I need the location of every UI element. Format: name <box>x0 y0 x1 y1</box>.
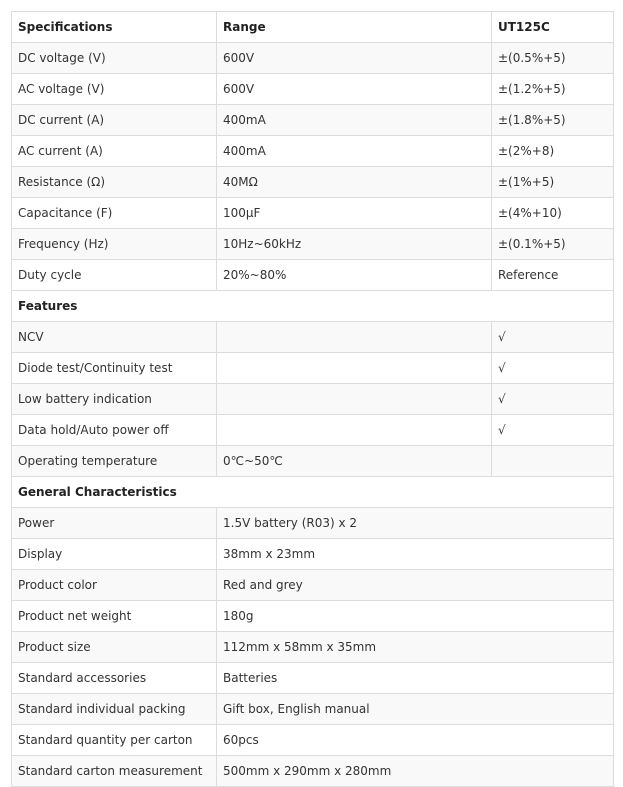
table-row <box>12 167 614 198</box>
characteristic-value: 112mm x 58mm x 35mm <box>217 632 614 663</box>
characteristic-value: 500mm x 290mm x 280mm <box>217 756 614 787</box>
characteristic-name: Standard carton measurement <box>12 756 217 787</box>
section-title-features: Features <box>12 291 614 322</box>
feature-name: Low battery indication <box>12 384 217 415</box>
table-row <box>12 539 614 570</box>
feature-name: Operating temperature <box>12 446 217 477</box>
header-range: Range <box>217 12 492 43</box>
spec-range: 10Hz~60kHz <box>217 229 492 260</box>
spec-range: 600V <box>217 74 492 105</box>
table-row <box>12 74 614 105</box>
spec-accuracy: ±(1%+5) <box>492 167 614 198</box>
spec-accuracy: Reference <box>492 260 614 291</box>
section-title-general: General Characteristics <box>12 477 614 508</box>
table-row <box>12 322 614 353</box>
characteristic-name: Product size <box>12 632 217 663</box>
feature-range <box>217 415 492 446</box>
table-row <box>12 570 614 601</box>
spec-name: Duty cycle <box>12 260 217 291</box>
spec-range: 40MΩ <box>217 167 492 198</box>
spec-range: 600V <box>217 43 492 74</box>
spec-accuracy: ±(0.5%+5) <box>492 43 614 74</box>
feature-support: √ <box>492 322 614 353</box>
spec-range: 20%~80% <box>217 260 492 291</box>
feature-support <box>492 446 614 477</box>
characteristic-value: Batteries <box>217 663 614 694</box>
spec-name: AC current (A) <box>12 136 217 167</box>
feature-name: Data hold/Auto power off <box>12 415 217 446</box>
table-row <box>12 229 614 260</box>
spec-accuracy: ±(0.1%+5) <box>492 229 614 260</box>
table-row <box>12 353 614 384</box>
feature-support: √ <box>492 384 614 415</box>
spec-name: Capacitance (F) <box>12 198 217 229</box>
section-header-row <box>12 477 614 508</box>
feature-range <box>217 322 492 353</box>
table-row <box>12 415 614 446</box>
characteristic-name: Power <box>12 508 217 539</box>
characteristic-name: Product net weight <box>12 601 217 632</box>
table-row <box>12 663 614 694</box>
characteristic-value: 180g <box>217 601 614 632</box>
spec-range: 100μF <box>217 198 492 229</box>
spec-range: 400mA <box>217 105 492 136</box>
section-header-row <box>12 291 614 322</box>
feature-range <box>217 353 492 384</box>
spec-range: 400mA <box>217 136 492 167</box>
feature-range: 0℃~50℃ <box>217 446 492 477</box>
characteristic-value: 60pcs <box>217 725 614 756</box>
characteristic-value: 1.5V battery (R03) x 2 <box>217 508 614 539</box>
table-row <box>12 601 614 632</box>
feature-name: Diode test/Continuity test <box>12 353 217 384</box>
spec-name: AC voltage (V) <box>12 74 217 105</box>
characteristic-value: Red and grey <box>217 570 614 601</box>
spec-accuracy: ±(4%+10) <box>492 198 614 229</box>
table-row <box>12 260 614 291</box>
spec-name: Frequency (Hz) <box>12 229 217 260</box>
feature-support: √ <box>492 353 614 384</box>
table-row <box>12 725 614 756</box>
characteristic-value: Gift box, English manual <box>217 694 614 725</box>
feature-support: √ <box>492 415 614 446</box>
characteristic-name: Standard accessories <box>12 663 217 694</box>
spec-accuracy: ±(1.8%+5) <box>492 105 614 136</box>
characteristic-value: 38mm x 23mm <box>217 539 614 570</box>
spec-name: Resistance (Ω) <box>12 167 217 198</box>
table-row <box>12 508 614 539</box>
spec-name: DC current (A) <box>12 105 217 136</box>
characteristic-name: Standard individual packing <box>12 694 217 725</box>
table-row <box>12 198 614 229</box>
spec-accuracy: ±(1.2%+5) <box>492 74 614 105</box>
table-row <box>12 105 614 136</box>
table-row <box>12 446 614 477</box>
specifications-table <box>11 11 614 787</box>
feature-range <box>217 384 492 415</box>
characteristic-name: Product color <box>12 570 217 601</box>
spec-accuracy: ±(2%+8) <box>492 136 614 167</box>
characteristic-name: Standard quantity per carton <box>12 725 217 756</box>
table-row <box>12 43 614 74</box>
characteristic-name: Display <box>12 539 217 570</box>
table-row <box>12 632 614 663</box>
header-model: UT125C <box>492 12 614 43</box>
table-row <box>12 136 614 167</box>
table-row <box>12 694 614 725</box>
table-header-row <box>12 12 614 43</box>
feature-name: NCV <box>12 322 217 353</box>
table-row <box>12 756 614 787</box>
spec-name: DC voltage (V) <box>12 43 217 74</box>
table-body <box>12 43 614 787</box>
header-specifications: Specifications <box>12 12 217 43</box>
table-row <box>12 384 614 415</box>
